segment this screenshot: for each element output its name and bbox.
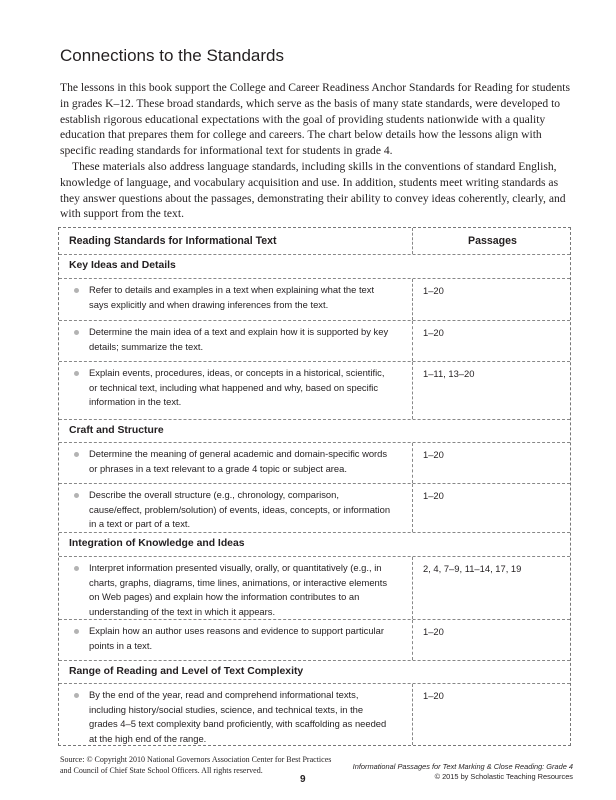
column-header-standards: Reading Standards for Informational Text xyxy=(69,235,277,247)
standard-text: Determine the main idea of a text and explain how it is supported by key details; summarize the text. xyxy=(89,326,389,352)
passages-value: 1–20 xyxy=(423,626,444,637)
standard-text: Explain how an author uses reasons and evidence to support particular points in a text. xyxy=(89,625,384,651)
standard-text: Determine the meaning of general academic and domain-specific words or phrases in a text relevant to a grade 4 topic or subject area. xyxy=(89,448,388,474)
passages-value: 1–20 xyxy=(423,285,444,296)
intro-paragraph: The lessons in this book support the College and Career Readiness Anchor Standards for Reading for students in grades K–12. These broad standards, which serve as the basis of many state standards, were developed to establish rigorous educational expectations with the goal of providing students nationwide with a quality education that prepares them for college and careers. The chart below details how the lessons align with specific reading standards for informational text for students in grade 4. xyxy=(60,81,571,158)
column-divider xyxy=(412,620,413,660)
standard-text: Describe the overall structure (e.g., chronology, comparison, cause/effect, problem/solution) of events, ideas, concepts, or information in a text or part of a text. xyxy=(89,489,391,530)
intro-paragraph: These materials also address language standards, including skills in the conventions of standard English, knowledge of language, and vocabulary acquisition and use. In addition, students meet writing standards as they answer questions about the passages, demonstrating their ability to convey ideas coherently, clearly, and with support from the text. xyxy=(60,159,566,221)
column-divider xyxy=(412,684,413,745)
section-header-row xyxy=(59,661,570,684)
section-label: Range of Reading and Level of Text Complexity xyxy=(69,666,304,677)
passages-value: 1–20 xyxy=(423,690,444,701)
book-title: Informational Passages for Text Marking & Close Reading: Grade 4 xyxy=(352,762,573,771)
publisher-credit xyxy=(353,762,573,781)
passages-value: 1–20 xyxy=(423,327,444,338)
table-row xyxy=(59,443,570,484)
source-line: and Council of Chief State School Officers. All rights reserved. xyxy=(60,766,263,775)
section-label: Integration of Knowledge and Ideas xyxy=(69,538,245,549)
bullet-icon xyxy=(74,566,79,571)
bullet-icon xyxy=(74,452,79,457)
column-divider xyxy=(412,484,413,532)
section-label: Key Ideas and Details xyxy=(69,260,176,271)
standard-text: Explain events, procedures, ideas, or concepts in a historical, scientific, or technical text, including what happened and why, based on specific information in the text. xyxy=(89,367,385,408)
section-header-row xyxy=(59,255,570,279)
table-row xyxy=(59,620,570,661)
column-divider xyxy=(412,362,413,419)
column-divider xyxy=(412,557,413,619)
standard-text: Interpret information presented visually, orally, or quantitatively (e.g., in charts, graphs, diagrams, time lines, animations, or interactive elements on Web pages) and explain how the information contributes to an understanding of the text in which it appears. xyxy=(89,562,388,617)
passages-value: 1–20 xyxy=(423,449,444,460)
table-row xyxy=(59,557,570,620)
bullet-icon xyxy=(74,693,79,698)
passages-value: 1–20 xyxy=(423,490,444,501)
source-note xyxy=(60,754,331,776)
table-row xyxy=(59,362,570,420)
standard-text: Refer to details and examples in a text when explaining what the text says explicitly and when drawing inferences from the text. xyxy=(89,284,375,310)
table-row xyxy=(59,684,570,745)
section-label: Craft and Structure xyxy=(69,425,164,436)
table-row xyxy=(59,279,570,321)
passages-value: 1–11, 13–20 xyxy=(423,368,475,379)
standard-text: By the end of the year, read and comprehend informational texts, including history/social studies, science, and technical texts, in the grades 4–5 text complexity band proficiently, with scaffolding as needed at the high end of the range. xyxy=(89,689,387,744)
bullet-icon xyxy=(74,493,79,498)
table-row xyxy=(59,484,570,533)
column-header-passages: Passages xyxy=(468,235,517,247)
section-header-row xyxy=(59,533,570,557)
column-divider xyxy=(412,279,413,320)
column-divider xyxy=(412,228,413,254)
column-divider xyxy=(412,443,413,483)
table-header-row xyxy=(59,228,570,255)
standards-table xyxy=(58,227,571,746)
page-title: Connections to the Standards xyxy=(60,46,284,65)
page-number: 9 xyxy=(300,774,306,785)
section-header-row xyxy=(59,420,570,443)
table-row xyxy=(59,321,570,362)
bullet-icon xyxy=(74,371,79,376)
intro-text xyxy=(60,80,575,222)
source-line: Source: © Copyright 2010 National Governors Association Center for Best Practices xyxy=(60,755,332,764)
bullet-icon xyxy=(74,288,79,293)
copyright-line: © 2015 by Scholastic Teaching Resources xyxy=(434,771,573,781)
passages-value: 2, 4, 7–9, 11–14, 17, 19 xyxy=(423,563,522,574)
bullet-icon xyxy=(74,330,79,335)
bullet-icon xyxy=(74,629,79,634)
column-divider xyxy=(412,321,413,361)
